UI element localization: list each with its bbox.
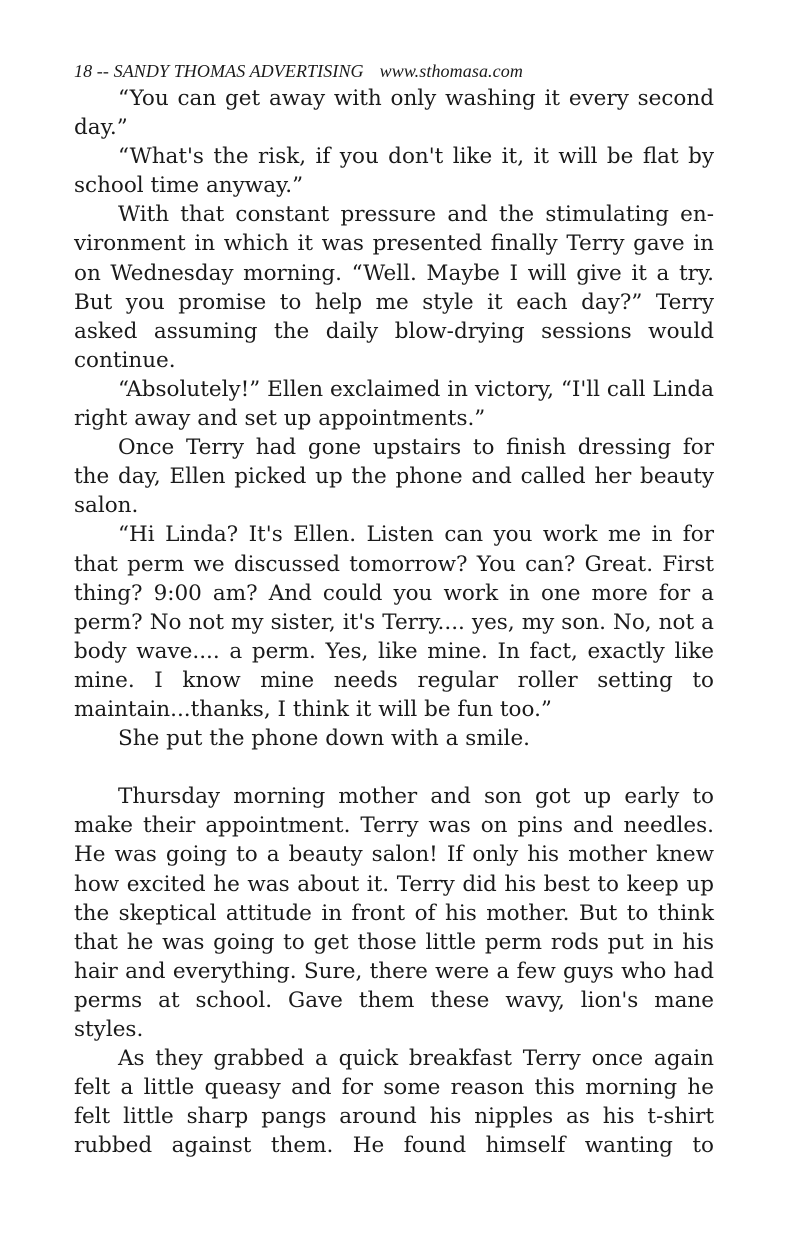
running-head-url: www.sthomasa.com [379,61,523,81]
paragraph: “You can get away with only washing it every second day.” [74,86,714,141]
paragraph: Once Terry had gone upstairs to finish dressing for the day, Ellen picked up the phone and called her beauty salon. [74,435,714,519]
running-head [74,58,714,84]
paragraph: Thursday morning mother and son got up early to make their appointment. Terry was on pins and needles. He was going to a beauty salon! If only his mother knew how excited he was about it. Terry did his best to keep up the skeptical attitude in front of his mother. But to think that he was going to get those little perm rods put in his hair and everything. Sure, there were a few guys who had perms at school. Gave them these wavy, lion's mane styles. [74,784,714,1042]
section-break [74,753,714,782]
running-head-title: 18 -- SANDY THOMAS ADVERTISING [74,61,364,81]
book-page [74,58,714,1160]
paragraph: As they grabbed a quick breakfast Terry once again felt a little queasy and for some reason this morning he felt little sharp pangs around his nipples as his t-shirt rubbed against them. He found himself wanting to [74,1046,714,1159]
paragraph: With that constant pressure and the stimulating environment in which it was presented finally Terry gave in on Wednesday morning. “Well. Maybe I will give it a try. But you promise to help me style it each day?” Terry asked assuming the daily blow-drying sessions would continue. [74,202,714,373]
body-text [74,84,714,1160]
paragraph: “Absolutely!” Ellen exclaimed in victory, “I'll call Linda right away and set up appointments.” [74,376,714,432]
paragraph: She put the phone down with a smile. [118,726,530,752]
paragraph: “What's the risk, if you don't like it, it will be flat by school time anyway.” [74,144,714,199]
paragraph: “Hi Linda? It's Ellen. Listen can you work me in for that perm we discussed tomorrow? You can? Great. First thing? 9:00 am? And could you work in one more for a perm? No not my sister, it's Terry.... yes, my son. No, not a body wave.... a perm. Yes, like mine. In fact, exactly like mine. I know mine needs regular roller setting to maintain...thanks, I think it will be fun too.” [74,522,714,722]
